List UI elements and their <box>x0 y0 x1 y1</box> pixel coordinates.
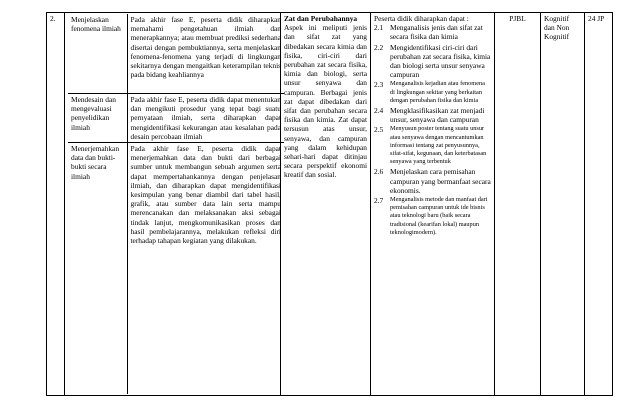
objective-description: Pada akhir fase E, peserta didik dapat menerjemahkan data dan bukti dari berbagai sumber untuk membangun sebuah argumen serta dapat mempertahankannya dengan penjelasan ilmiah, dan diharapkan dapat mengidentifikasi kesimpulan yang benar diambil dari tabel hasil, grafik, atau sumber data lain serta mampu merencanakan dan melaksanakan aksi sebagai tindak lanjut, mengkomunikasikan proses dan hasil pembelajarannya, melakukan refleksi diri terhadap tahapan kegiatan yang dilakukan. <box>130 144 281 246</box>
row-number: 2. <box>47 13 65 396</box>
objectives-subtable <box>68 14 284 394</box>
material-title: Zat dan Perubahannya <box>284 14 358 23</box>
objective-description: Pada akhir fase E, peserta didik dapat menentukan dan mengikuti prosedur yang tepat bagi suatu pernyataan ilmiah, serta diharapkan dapat mengidentifikasi kekurangan atau kesalahan pada desain percobaan ilmiah <box>127 94 284 143</box>
objective-row-1 <box>68 14 284 94</box>
objective-description: Pada akhir fase E, peserta didik diharapkan memahami pengetahuan ilmiah dan menerapkannya; atau membuat prediksi sederhana disertai dengan pembuktiannya, serta menjelaskan fenomena-fenomena yang terjadi di lingkungan sekitarnya dengan mengaitkan keterampilan teknis pada bidang keahliannya <box>127 14 284 94</box>
list-item: 2.5 Menyusun poster tentang suatu unsur atau senyawa dengan mencantumkan informasi tentang zat penyusunnya, sifat-sifat, kegunaan, dan keterbatasan senyawa yang terbentuk <box>374 125 487 166</box>
objective-topic: Mendesain dan mengevaluasi penyelidikan ilmiah <box>68 94 127 143</box>
learning-model-cell: PJBL <box>495 13 541 396</box>
objective-topic: Menerjemahkan data dan bukti-bukti secara ilmiah <box>68 143 127 395</box>
list-item: 2.4 Mengklasifikasikan zat menjadi unsur, senyawa dan campuran <box>374 106 485 125</box>
material-body: Aspek ini meliputi jenis dan sifat zat yang dibedakan secara kimia dan fisika, ciri-ciri dari perubahan zat secara fisika, kimia dan biologi, serta unsur senyawa dan campuran. Berbagai jenis zat dapat dibedakan dari sifat dan perubahan secara fisika dan kimia. Zat dapat tersusun atas unsur, senyawa, dan campuran yang dalam kehidupan sehari-hari dapat ditinjau secara perspektif ekonomi kreatif dan sosial. <box>284 23 367 180</box>
objectives-cell <box>65 13 281 396</box>
list-item: 2.6 Menjelaskan cara pemisahan campuran yang bermanfaat secara ekonomis. <box>374 167 491 195</box>
list-item: 2.2 Mengidentifikasi ciri-ciri dari perubahan zat secara fisika, kimia dan biologi serta unsur senyawa campuran <box>374 42 491 80</box>
list-item: 2.7 Menganalisis metode dan manfaat dari pemisahan campuran untuk ide bisnis atau teknologi baru (baik secara tradisional (kearifan lokal) maupun teknologimodern). <box>374 196 488 236</box>
list-item: 2.1 Menganalisis jenis dan sifat zat secara fisika dan kimia <box>374 23 483 42</box>
material-cell <box>281 13 371 396</box>
time-allocation-cell: 24 JP <box>585 13 613 396</box>
objective-topic: Menjelaskan fenomena ilmiah <box>68 14 127 94</box>
indicators-intro: Peserta didik diharapkan dapat : <box>374 14 469 23</box>
curriculum-table <box>46 12 613 396</box>
assessment-cell: Kognitif dan Non Kognitif <box>541 13 585 396</box>
objective-row-3 <box>68 143 284 395</box>
table-row <box>47 13 613 396</box>
indicators-cell <box>371 13 495 396</box>
list-item: 2.3 Menganalisis kejadian atau fenomena di lingkungan sekitar yang berkaitan dengan perubahan fisika dan kimia <box>374 80 485 104</box>
objective-row-2 <box>68 94 284 143</box>
indicator-list <box>374 23 491 237</box>
